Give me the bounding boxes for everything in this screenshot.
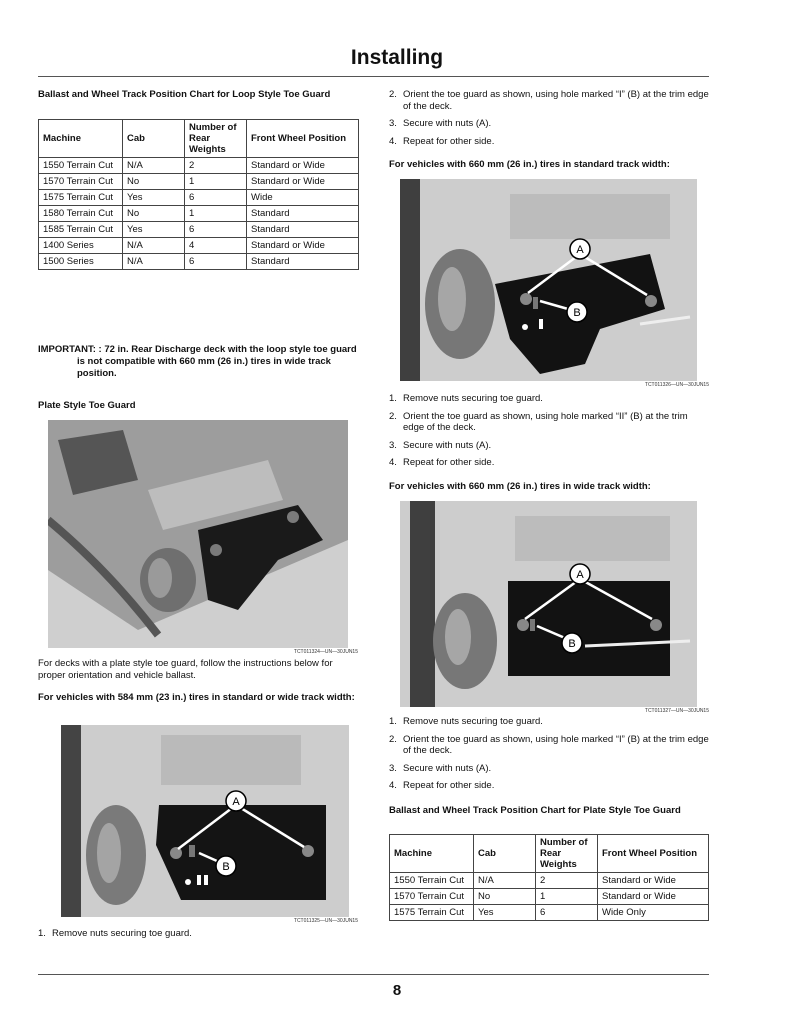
step-number: 3. [389, 439, 397, 451]
table-header: Machine [39, 120, 123, 158]
table-cell: 1550 Terrain Cut [39, 158, 123, 174]
table-header: Front Wheel Position [247, 120, 359, 158]
table-header: Cab [123, 120, 185, 158]
table-cell: Standard [247, 206, 359, 222]
heading-660mm-wide: For vehicles with 660 mm (26 in.) tires in wide track width: [389, 481, 651, 492]
header-rule [38, 76, 709, 77]
table-row [390, 889, 709, 905]
callout-b: B [222, 861, 230, 873]
table-cell: N/A [123, 158, 185, 174]
table-cell: 6 [185, 190, 247, 206]
figure-caption: TCT011325—UN—30JUN15 [293, 918, 358, 924]
table-cell: Standard [247, 254, 359, 270]
table-cell: 6 [536, 905, 598, 921]
table1-title: Ballast and Wheel Track Position Chart for Loop Style Toe Guard [38, 89, 331, 100]
list-item [389, 734, 709, 757]
list-item [389, 763, 709, 775]
table-cell: Yes [123, 222, 185, 238]
table-cell: N/A [474, 873, 536, 889]
step-number: 2. [389, 410, 397, 422]
table-cell: 1 [536, 889, 598, 905]
list-item [389, 89, 709, 112]
table-row [39, 190, 359, 206]
table-row [39, 238, 359, 254]
callout-a: A [576, 569, 584, 581]
step-text: Repeat for other side. [403, 457, 495, 468]
table-cell: Standard or Wide [247, 174, 359, 190]
step-list [38, 928, 359, 946]
step-list [389, 393, 709, 475]
heading-584mm: For vehicles with 584 mm (23 in.) tires in standard or wide track width: [38, 692, 355, 703]
step-number: 4. [389, 135, 397, 147]
step-number: 2. [389, 733, 397, 745]
important-note [38, 344, 359, 380]
table-cell: Yes [123, 190, 185, 206]
table-cell: 1575 Terrain Cut [39, 190, 123, 206]
table-cell: Standard or Wide [247, 238, 359, 254]
table-cell: N/A [123, 254, 185, 270]
figure-660mm-standard [400, 179, 697, 381]
table-cell: 1575 Terrain Cut [390, 905, 474, 921]
table-header: Cab [474, 835, 536, 873]
list-item [389, 411, 709, 434]
page-title: Installing [350, 46, 444, 69]
page-number: 8 [392, 982, 402, 999]
step-number: 4. [389, 780, 397, 791]
table-cell: Yes [474, 905, 536, 921]
table-cell: 1570 Terrain Cut [39, 174, 123, 190]
plate-ballast-table [389, 834, 709, 921]
step-list [389, 716, 709, 798]
step-text: Repeat for other side. [403, 780, 495, 791]
table-row [39, 174, 359, 190]
table-cell: No [123, 174, 185, 190]
step-text: Repeat for other side. [403, 135, 495, 147]
table-cell: 4 [185, 238, 247, 254]
table-cell: N/A [123, 238, 185, 254]
list-item [389, 780, 709, 792]
table-cell: 1 [185, 206, 247, 222]
table-header: Number of Rear Weights [185, 120, 247, 158]
table-cell: 6 [185, 222, 247, 238]
step-text: Remove nuts securing toe guard. [403, 393, 543, 404]
table-row [390, 873, 709, 889]
table-cell: Wide [247, 190, 359, 206]
figure-584mm-tires [61, 725, 349, 917]
table-header: Front Wheel Position [598, 835, 709, 873]
table-cell: 6 [185, 254, 247, 270]
step-number: 1. [38, 928, 46, 939]
figure-caption: TCT011324—UN—30JUN15 [293, 649, 358, 655]
table-header: Number of Rear Weights [536, 835, 598, 873]
step-text: Orient the toe guard as shown, using hole marked “I” (B) at the trim edge of the deck. [403, 733, 709, 756]
table-cell: No [123, 206, 185, 222]
table-cell: 1570 Terrain Cut [390, 889, 474, 905]
footer-rule [38, 974, 709, 975]
plate-toe-guard-figure [48, 420, 348, 648]
table-cell: 2 [536, 873, 598, 889]
table-row [39, 206, 359, 222]
table-cell: Standard [247, 222, 359, 238]
table-cell: 1500 Series [39, 254, 123, 270]
step-number: 2. [389, 89, 397, 100]
table-cell: Wide Only [598, 905, 709, 921]
step-text: Secure with nuts (A). [403, 439, 492, 451]
step-text: Orient the toe guard as shown, using hole marked “I” (B) at the trim edge of the deck. [403, 89, 709, 112]
figure-660mm-wide [400, 501, 697, 707]
table-row [390, 905, 709, 921]
table-cell: 1400 Series [39, 238, 123, 254]
list-item [389, 393, 709, 405]
list-item [389, 118, 709, 130]
step-number: 3. [389, 118, 397, 129]
table-cell: Standard or Wide [598, 873, 709, 889]
callout-a: A [576, 244, 584, 256]
callout-a: A [232, 796, 240, 808]
list-item [389, 457, 709, 469]
table-header: Machine [390, 835, 474, 873]
step-text: Remove nuts securing toe guard. [403, 716, 543, 727]
callout-b: B [573, 307, 581, 319]
table-cell: 1580 Terrain Cut [39, 206, 123, 222]
step-number: 1. [389, 716, 397, 727]
plate-style-heading: Plate Style Toe Guard [38, 400, 136, 411]
callout-b: B [568, 638, 576, 650]
heading-660mm-standard: For vehicles with 660 mm (26 in.) tires in standard track width: [389, 159, 670, 170]
table-cell: Standard or Wide [598, 889, 709, 905]
table-cell: 1585 Terrain Cut [39, 222, 123, 238]
step-list [389, 89, 709, 153]
list-item [38, 928, 359, 940]
step-number: 1. [389, 393, 397, 404]
list-item [389, 136, 709, 148]
table-cell: 1 [185, 174, 247, 190]
table-row [39, 222, 359, 238]
list-item [389, 716, 709, 728]
step-number: 3. [389, 762, 397, 774]
figure-caption: TCT011326—UN—30JUN15 [644, 382, 709, 388]
table-row [39, 254, 359, 270]
table-cell: 1550 Terrain Cut [390, 873, 474, 889]
table2-title: Ballast and Wheel Track Position Chart for Plate Style Toe Guard [389, 805, 681, 816]
important-text: IMPORTANT: : 72 in. Rear Discharge deck with the loop style toe guard is not compatible with 660 mm (26 in.) tires in wide track position. [38, 344, 357, 379]
table-cell: 2 [185, 158, 247, 174]
list-item [389, 440, 709, 452]
loop-ballast-table [38, 119, 359, 270]
step-text: Secure with nuts (A). [403, 118, 492, 129]
step-number: 4. [389, 457, 397, 468]
step-text: Orient the toe guard as shown, using hole marked “II” (B) at the trim edge of the deck. [403, 410, 688, 433]
table-row [39, 158, 359, 174]
step-text: Secure with nuts (A). [403, 762, 492, 774]
step-text: Remove nuts securing toe guard. [52, 928, 192, 939]
figure-caption: TCT011327—UN—30JUN15 [644, 708, 709, 714]
table-cell: Standard or Wide [247, 158, 359, 174]
table-cell: No [474, 889, 536, 905]
plate-instructions: For decks with a plate style toe guard, follow the instructions below for proper orientation and vehicle ballast. [38, 658, 333, 681]
